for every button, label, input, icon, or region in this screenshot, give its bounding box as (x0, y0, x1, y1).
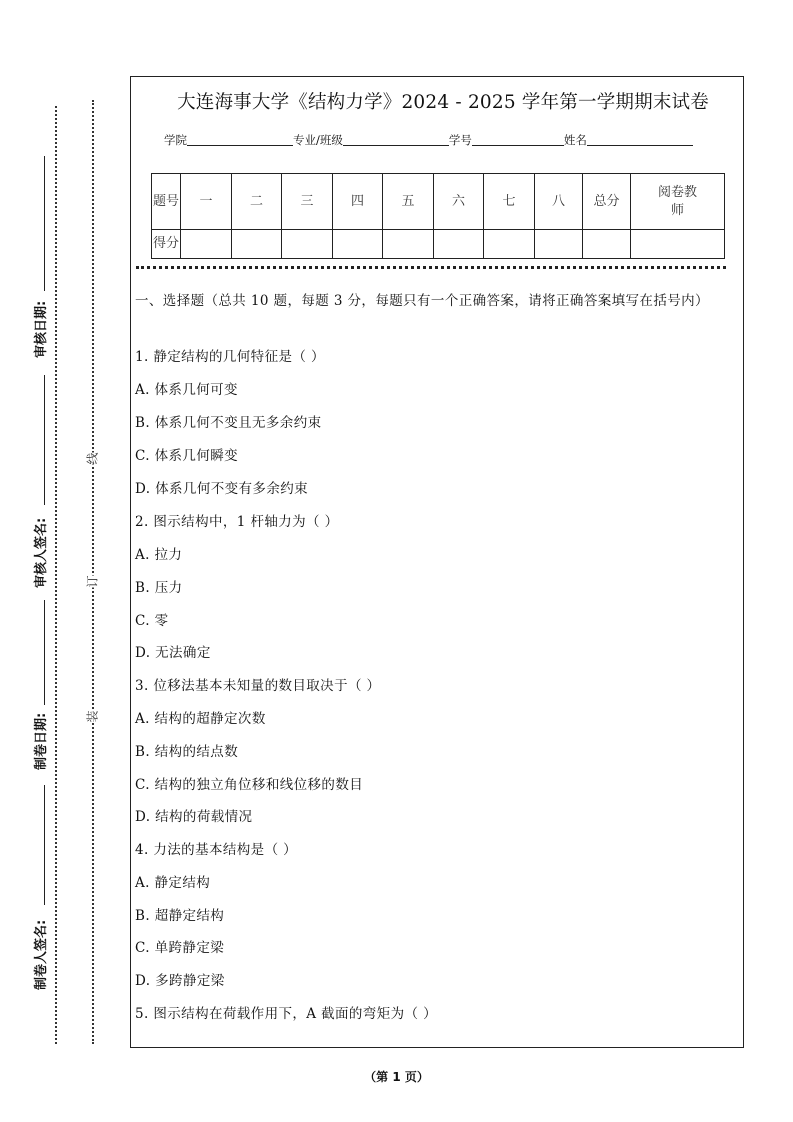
sign-line-3 (44, 600, 45, 705)
col-3: 三 (282, 174, 333, 230)
col-4: 四 (333, 174, 383, 230)
reviewer-signature-label[interactable]: 审核人签名: (34, 517, 49, 588)
reviewer-label: 阅卷教师 (631, 174, 725, 230)
question-number-label: 题号 (152, 174, 181, 230)
question-3-option-a[interactable]: A. 结构的超静定次数 (135, 711, 266, 727)
section-1-heading: 一、选择题（总共 10 题，每题 3 分，每题只有一个正确答案，请将正确答案填写在括号内） (135, 293, 709, 309)
dotted-line-inner (92, 100, 94, 1044)
question-2-option-d[interactable]: D. 无法确定 (135, 645, 211, 661)
name-label: 姓名 (563, 133, 587, 147)
score-cell-4[interactable] (333, 230, 383, 259)
col-2: 二 (232, 174, 282, 230)
score-cell-7[interactable] (484, 230, 535, 259)
question-4-option-d[interactable]: D. 多跨静定梁 (135, 973, 225, 989)
sign-line-1 (44, 156, 45, 291)
college-label: 学院 (164, 133, 187, 147)
major-class-label: 专业/班级 (293, 133, 343, 147)
student-id-label: 学号 (448, 133, 472, 147)
question-3-stem: 3. 位移法基本未知量的数目取决于（ ） (135, 678, 381, 694)
name-field[interactable] (587, 133, 693, 146)
question-2-option-c[interactable]: C. 零 (135, 613, 169, 629)
paper-maker-signature-label[interactable]: 制卷人签名: (34, 919, 49, 990)
question-4-stem: 4. 力法的基本结构是（ ） (135, 842, 298, 858)
score-label: 得分 (152, 230, 181, 259)
question-3-option-d[interactable]: D. 结构的荷载情况 (135, 809, 253, 825)
score-cell-5[interactable] (383, 230, 434, 259)
col-6: 六 (434, 174, 484, 230)
cut-mark-install: 装 (85, 710, 100, 723)
sign-line-4 (44, 785, 45, 905)
cut-mark-line: 线 (85, 452, 100, 465)
score-cell-3[interactable] (282, 230, 333, 259)
exam-title: 大连海事大学《结构力学》2024 - 2025 学年第一学期期末试卷 (177, 92, 709, 113)
review-date-label: 审核日期: (34, 300, 49, 358)
question-2-option-b[interactable]: B. 压力 (135, 580, 183, 596)
dotted-separator (136, 266, 726, 269)
cut-mark-bind: 订 (85, 575, 100, 588)
score-cell-total[interactable] (583, 230, 631, 259)
score-cell-6[interactable] (434, 230, 484, 259)
student-info-row (164, 132, 693, 148)
score-cell-2[interactable] (232, 230, 282, 259)
question-5-stem: 5. 图示结构在荷载作用下，A 截面的弯矩为（ ） (135, 1006, 438, 1022)
score-cell-8[interactable] (535, 230, 583, 259)
col-7: 七 (484, 174, 535, 230)
question-3-option-b[interactable]: B. 结构的结点数 (135, 744, 239, 760)
student-id-field[interactable] (472, 133, 564, 146)
score-value-row (152, 230, 725, 259)
question-1-option-b[interactable]: B. 体系几何不变且无多余约束 (135, 415, 322, 431)
question-1-option-a[interactable]: A. 体系几何可变 (135, 382, 238, 398)
question-2-option-a[interactable]: A. 拉力 (135, 547, 183, 563)
question-1-option-d[interactable]: D. 体系几何不变有多余约束 (135, 481, 309, 497)
sign-line-2 (44, 375, 45, 505)
question-3-option-c[interactable]: C. 结构的独立角位移和线位移的数目 (135, 777, 364, 793)
dotted-line-outer (55, 106, 57, 1044)
question-2-stem: 2. 图示结构中，1 杆轴力为（ ） (135, 514, 339, 530)
question-4-option-c[interactable]: C. 单跨静定梁 (135, 940, 225, 956)
score-header-row (152, 174, 725, 230)
question-4-option-a[interactable]: A. 静定结构 (135, 875, 211, 891)
question-4-option-b[interactable]: B. 超静定结构 (135, 908, 225, 924)
question-1-option-c[interactable]: C. 体系几何瞬变 (135, 448, 239, 464)
col-5: 五 (383, 174, 434, 230)
col-8: 八 (535, 174, 583, 230)
score-cell-1[interactable] (181, 230, 232, 259)
reviewer-cell[interactable] (631, 230, 725, 259)
col-1: 一 (181, 174, 232, 230)
score-table (151, 173, 725, 259)
college-field[interactable] (187, 133, 293, 146)
question-1-stem: 1. 静定结构的几何特征是（ ） (135, 349, 325, 365)
col-total: 总分 (583, 174, 631, 230)
paper-date-label: 制卷日期: (34, 712, 49, 770)
major-class-field[interactable] (343, 133, 449, 146)
page-number: （第 1 页） (364, 1070, 429, 1084)
